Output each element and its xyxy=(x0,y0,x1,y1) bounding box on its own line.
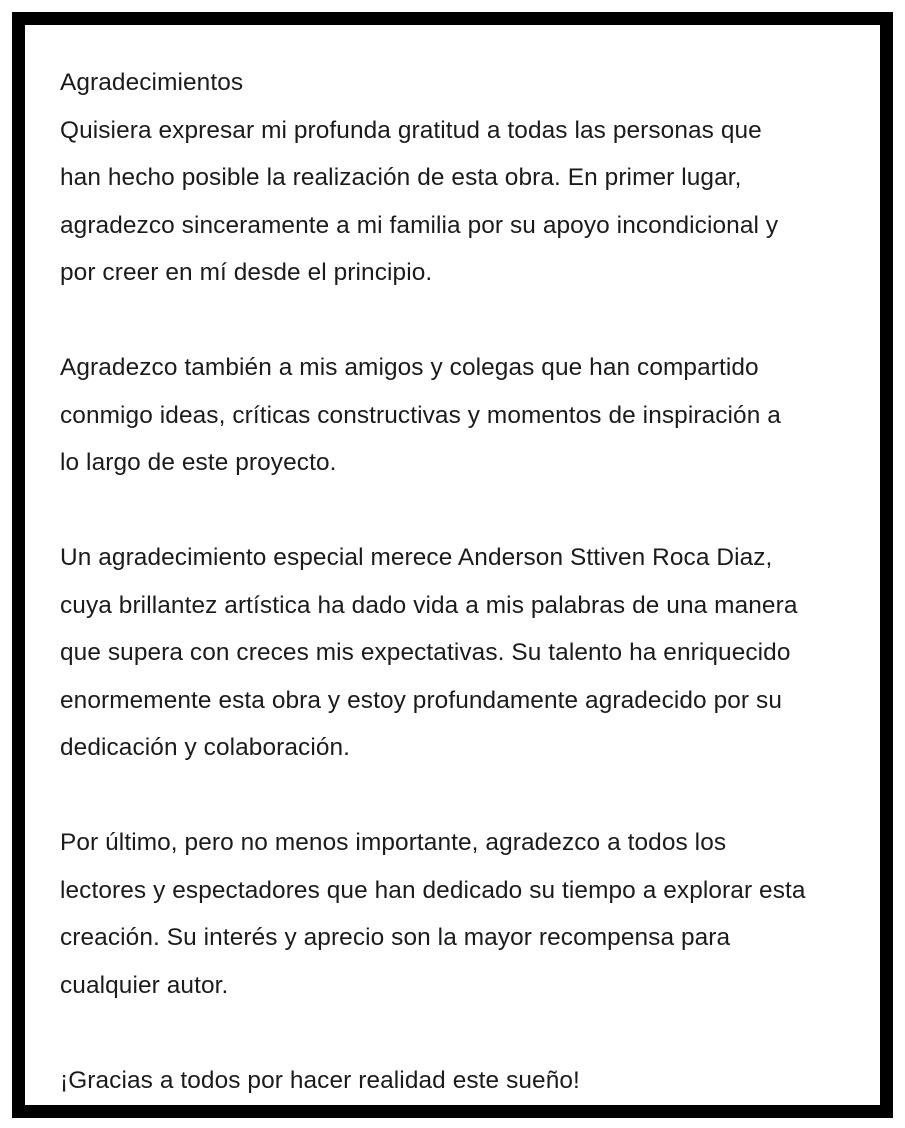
paragraph-gratitude-friends: Agradezco también a mis amigos y colegas que han compartido conmigo ideas, críticas constructivas y momentos de inspiración a lo largo de este proyecto. xyxy=(60,354,781,476)
paragraph-gratitude-family: Quisiera expresar mi profunda gratitud a todas las personas que han hecho posible la realización de esta obra. En primer lugar, agradezco sinceramente a mi familia por su apoyo incondicional y por creer en mí desde el principio. xyxy=(60,116,779,286)
document-title: Agradecimientos xyxy=(60,69,244,96)
paragraph-gratitude-artist: Un agradecimiento especial merece Anderson Sttiven Roca Diaz, cuya brillantez artística ha dado vida a mis palabras de una manera que supera con creces mis expectativas. Su talento ha enriquecido enormemente esta obra y estoy profundamente agradecido por su dedicación y colaboración. xyxy=(60,544,798,761)
paragraph-closing: ¡Gracias a todos por hacer realidad este sueño! xyxy=(60,1066,580,1094)
paragraph-gratitude-readers: Por último, pero no menos importante, agradezco a todos los lectores y espectadores que han dedicado su tiempo a explorar esta creación. Su interés y aprecio son la mayor recompensa para cualquier autor. xyxy=(60,829,806,999)
document-body xyxy=(60,59,860,1104)
document-frame xyxy=(12,12,893,1118)
